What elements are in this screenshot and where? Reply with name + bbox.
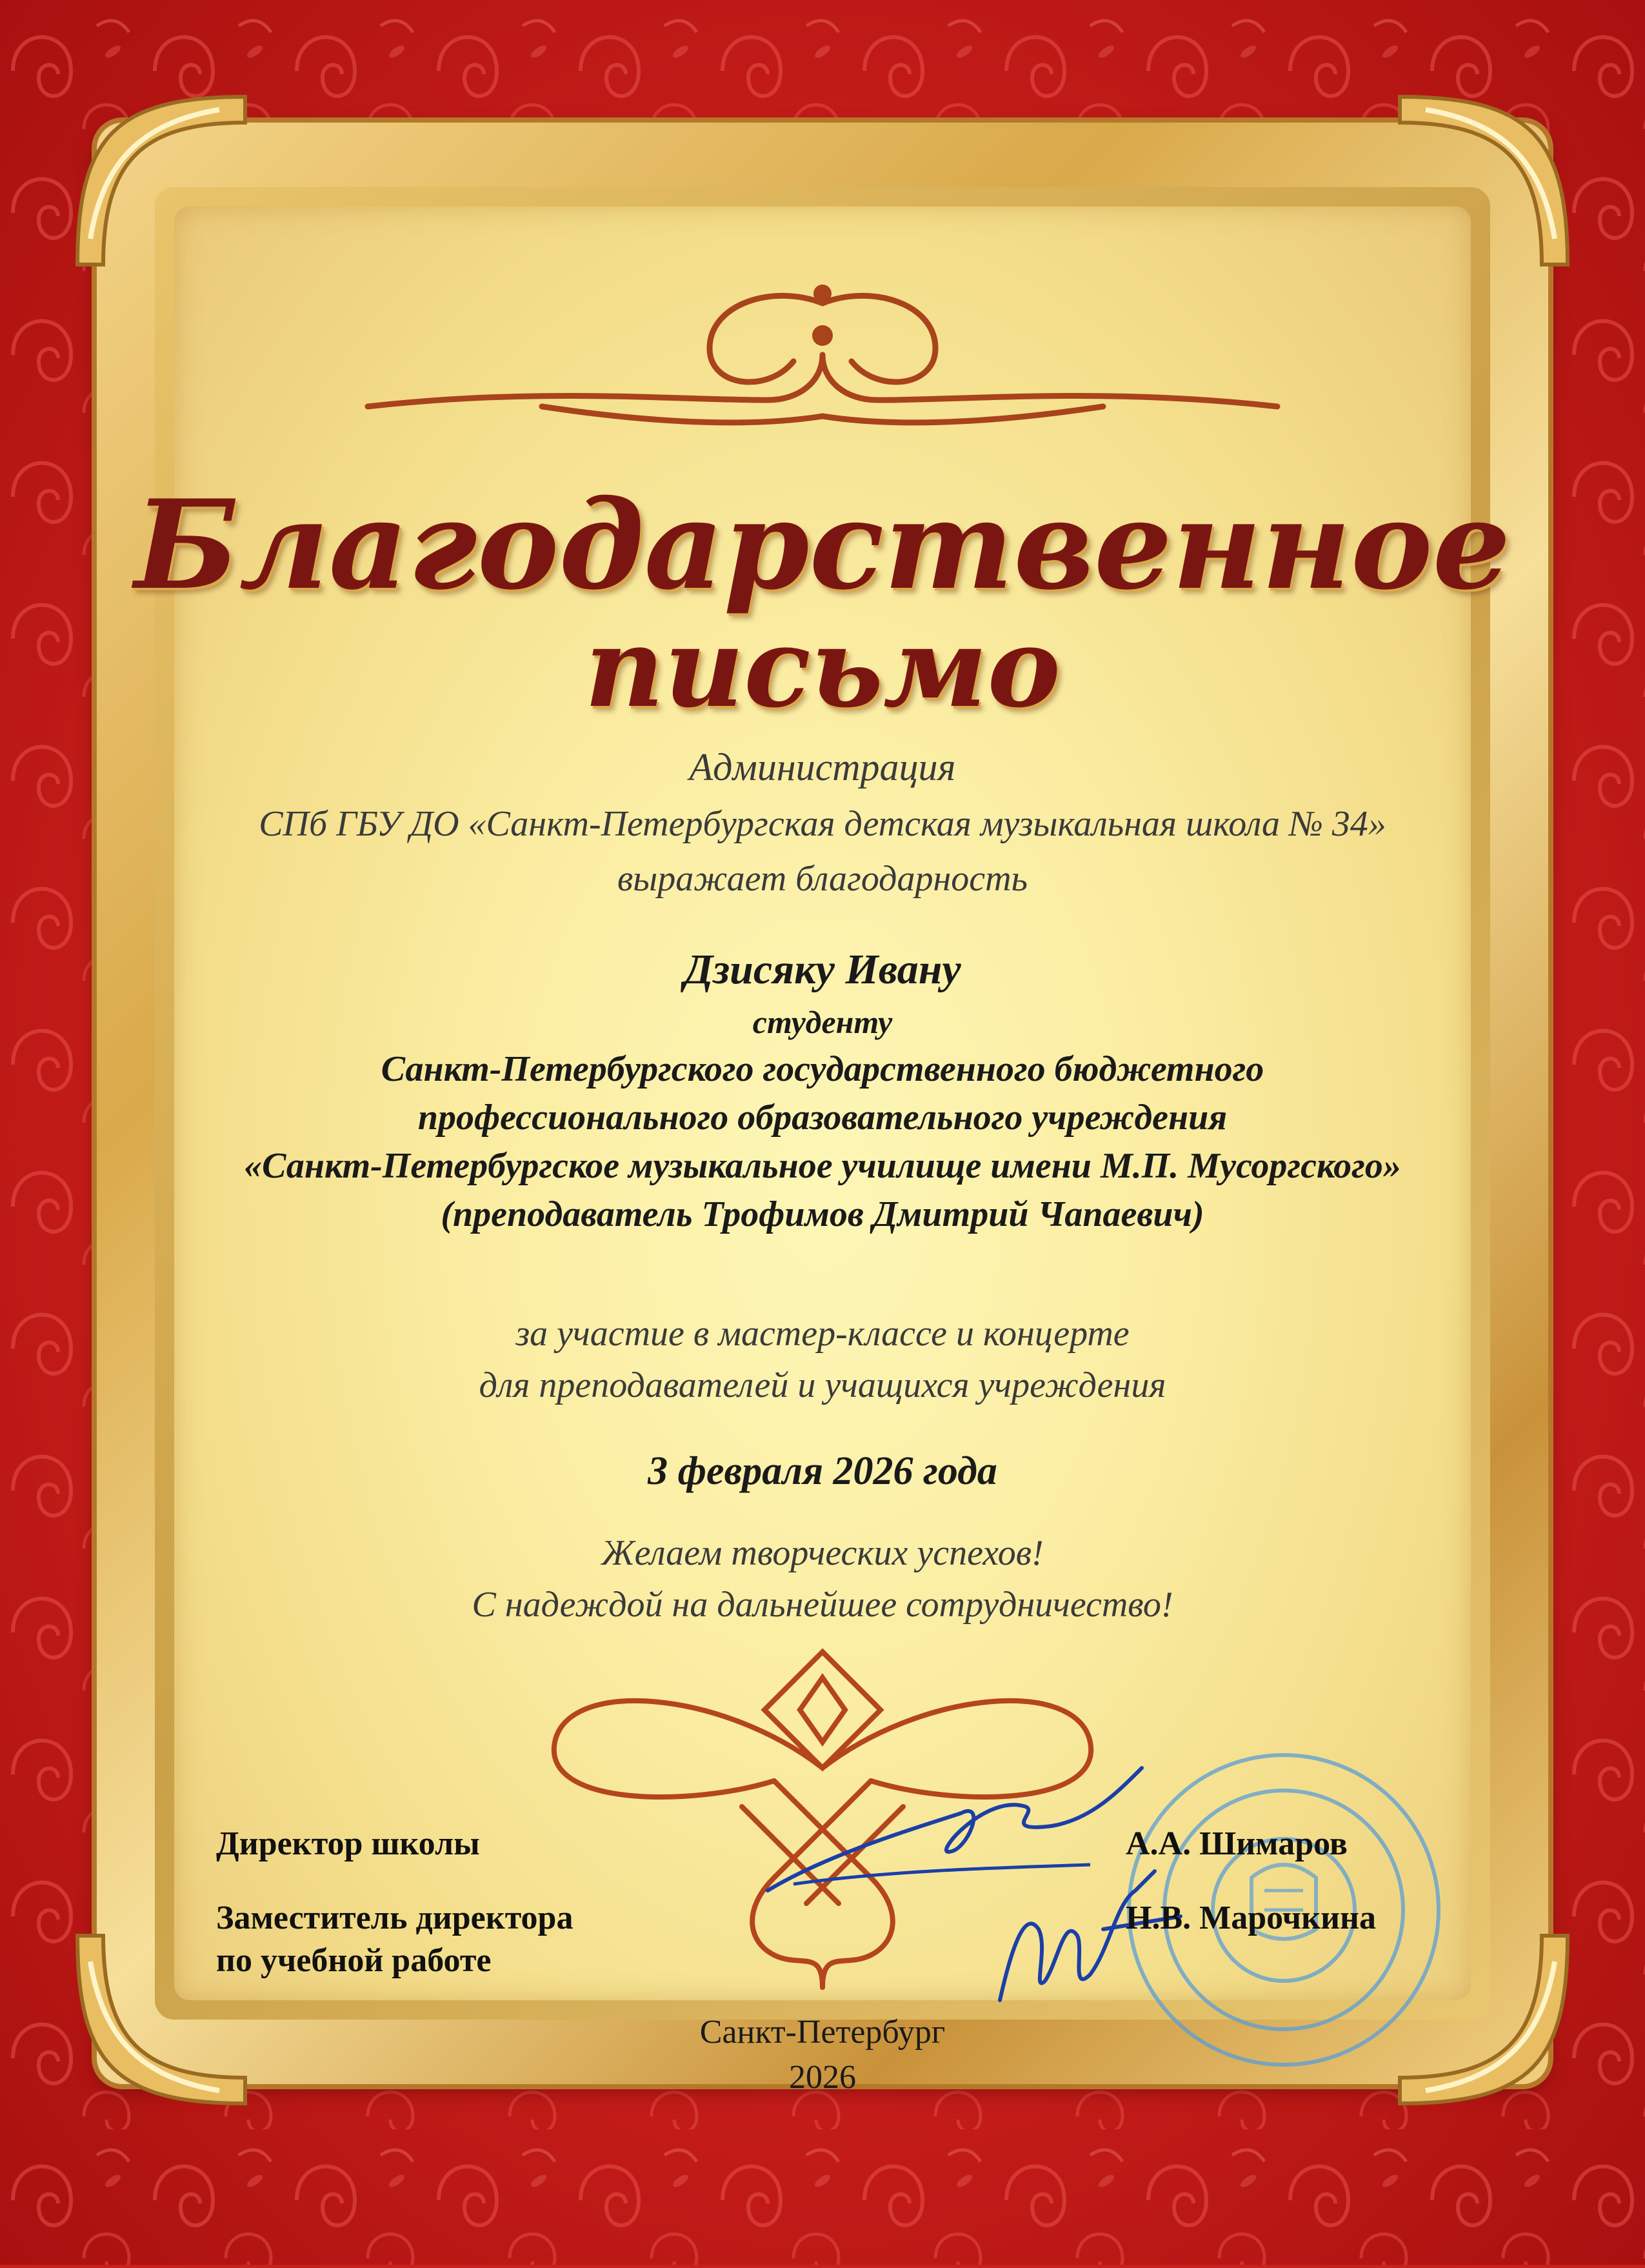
wish-line-1: Желаем творческих успехов! <box>601 1533 1044 1573</box>
teacher-line: (преподаватель Трофимов Дмитрий Чапаевич) <box>441 1194 1204 1234</box>
title-line-1: Благодарственное <box>134 473 1511 617</box>
deputy-title-line-1: Заместитель директора <box>216 1900 573 1936</box>
reason-line-2: для преподавателей и учащихся учреждения <box>479 1365 1166 1405</box>
title-line-2: письмо <box>584 603 1061 732</box>
top-ornament-icon <box>348 277 1297 445</box>
deputy-title-line-2: по учебной работе <box>216 1942 492 1979</box>
corner-scroll-icon <box>1387 84 1580 277</box>
city: Санкт-Петербург <box>699 2014 946 2051</box>
year: 2026 <box>789 2059 856 2096</box>
institution-line-3: «Санкт-Петербургское музыкальное училище имени М.П. Мусоргского» <box>244 1146 1401 1186</box>
event-date: 3 февраля 2026 года <box>648 1449 997 1493</box>
corner-scroll-icon <box>65 84 258 277</box>
recipient-role: студенту <box>752 1004 893 1040</box>
recipient-name: Дзисяку Ивану <box>684 946 961 993</box>
wish-line-2: С надеждой на дальнейшее сотрудничество! <box>472 1585 1173 1625</box>
expresses-gratitude: выражает благодарность <box>617 859 1028 899</box>
institution-line-1: Санкт-Петербургского государственного бюджетного <box>381 1049 1264 1089</box>
reason-line-1: за участие в мастер-классе и концерте <box>515 1314 1130 1354</box>
director-name: А.А. Шимаров <box>1126 1825 1348 1862</box>
director-title: Директор школы <box>216 1825 480 1862</box>
institution-line-2: профессионального образовательного учреждения <box>417 1098 1228 1138</box>
school-name: СПб ГБУ ДО «Санкт-Петербургская детская музыкальная школа № 34» <box>259 804 1386 844</box>
deputy-name: Н.В. Марочкина <box>1126 1900 1376 1936</box>
administration-label: Администрация <box>689 746 956 788</box>
